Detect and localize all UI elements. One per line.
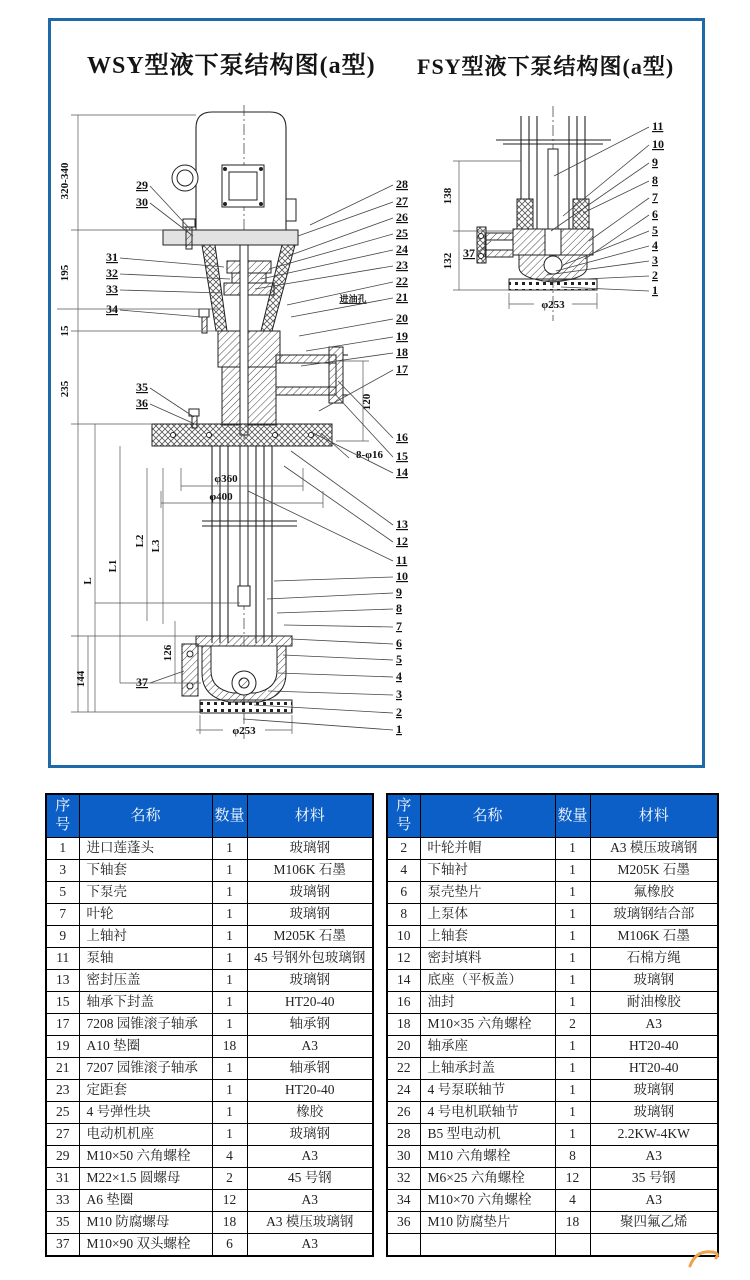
fsy-drawing (442, 106, 664, 321)
table-cell: 1 (555, 904, 590, 926)
table-row (46, 1036, 373, 1058)
table-cell: 泵壳垫片 (420, 882, 555, 904)
callout-18: 18 (396, 345, 408, 359)
fsy-callout-2: 2 (652, 268, 658, 282)
callout-16: 16 (396, 430, 408, 444)
table-cell: A3 (590, 1146, 718, 1168)
table-row (387, 1212, 718, 1234)
callout-33: 33 (106, 282, 118, 296)
dim-L2: L2 (134, 534, 146, 548)
table-cell: 13 (46, 970, 79, 992)
stray-mark (686, 1242, 726, 1276)
fsy-callout-8: 8 (652, 173, 658, 187)
table-cell: 17 (46, 1014, 79, 1036)
table-cell: 10 (387, 926, 420, 948)
table-cell: 上轴套 (420, 926, 555, 948)
table-cell: M106K 石墨 (247, 860, 373, 882)
callout-7: 7 (396, 619, 402, 633)
table-cell: A10 垫圈 (79, 1036, 212, 1058)
table-cell: 36 (387, 1212, 420, 1234)
callout-21: 21 (396, 290, 408, 304)
callout-6: 6 (396, 636, 402, 650)
table-cell: 下轴套 (79, 860, 212, 882)
dim-8-phi16: 8-φ16 (356, 449, 384, 461)
table-cell: M10 防腐垫片 (420, 1212, 555, 1234)
table-cell: 9 (46, 926, 79, 948)
oil-hole-note: 进油孔 (339, 294, 367, 304)
table-row (387, 1036, 718, 1058)
table-row (46, 948, 373, 970)
table-cell: 玻璃钢 (247, 882, 373, 904)
table-row (387, 1058, 718, 1080)
table-cell: 4 号电机联轴节 (420, 1102, 555, 1124)
table-cell: 橡胶 (247, 1102, 373, 1124)
table-cell: 1 (212, 904, 247, 926)
table-cell: 下泵壳 (79, 882, 212, 904)
table-cell: 玻璃钢 (247, 904, 373, 926)
table-cell: 定距套 (79, 1080, 212, 1102)
table-cell: 进口莲蓬头 (79, 838, 212, 860)
callout-5: 5 (396, 652, 402, 666)
callout-34: 34 (106, 302, 118, 316)
table-cell: A6 垫圈 (79, 1190, 212, 1212)
table-cell: 7 (46, 904, 79, 926)
table-header-row (46, 794, 373, 838)
table-cell: B5 型电动机 (420, 1124, 555, 1146)
table-row (46, 1146, 373, 1168)
callout-35: 35 (136, 380, 148, 394)
table-cell: 4 号泵联轴节 (420, 1080, 555, 1102)
table-cell: M10×90 双头螺栓 (79, 1234, 212, 1257)
table-cell: 石棉方绳 (590, 948, 718, 970)
table-cell: 19 (46, 1036, 79, 1058)
table-cell: 1 (212, 1124, 247, 1146)
table-cell: M10×35 六角螺栓 (420, 1014, 555, 1036)
table-cell: A3 (590, 1014, 718, 1036)
table-cell: A3 (590, 1190, 718, 1212)
table-cell: 下轴衬 (420, 860, 555, 882)
table-cell (555, 1234, 590, 1257)
table-cell: 1 (555, 838, 590, 860)
table-cell: 1 (212, 1058, 247, 1080)
table-cell: 31 (46, 1168, 79, 1190)
table-cell: 油封 (420, 992, 555, 1014)
table-cell: 叶轮并帽 (420, 838, 555, 860)
table-cell: 35 号钢 (590, 1168, 718, 1190)
table-cell: HT20-40 (590, 1058, 718, 1080)
callout-27: 27 (396, 194, 408, 208)
table-row (46, 1080, 373, 1102)
table-cell: 上轴衬 (79, 926, 212, 948)
callout-31: 31 (106, 250, 118, 264)
table-row (46, 992, 373, 1014)
callout-2: 2 (396, 705, 402, 719)
callout-37: 37 (136, 675, 148, 689)
table-row (46, 1014, 373, 1036)
table-row (46, 1058, 373, 1080)
table-row (46, 926, 373, 948)
table-cell: 4 (387, 860, 420, 882)
table-cell: 玻璃钢 (590, 1102, 718, 1124)
col-header-name: 名称 (420, 794, 555, 838)
table-cell: 1 (212, 1080, 247, 1102)
callout-36: 36 (136, 396, 148, 410)
table-row (387, 1014, 718, 1036)
table-row (46, 904, 373, 926)
wsy-drawing (57, 105, 408, 739)
table-cell (420, 1234, 555, 1257)
table-cell: 5 (46, 882, 79, 904)
table-row (387, 1168, 718, 1190)
table-row (387, 1234, 718, 1257)
fsy-callout-9: 9 (652, 155, 658, 169)
callout-14: 14 (396, 465, 408, 479)
table-cell: 2 (212, 1168, 247, 1190)
wsy-discharge-flange (276, 347, 348, 403)
table-row (46, 1102, 373, 1124)
table-cell: 1 (555, 1124, 590, 1146)
table-row (387, 1080, 718, 1102)
table-cell: A3 (247, 1234, 373, 1257)
table-cell: 1 (212, 1102, 247, 1124)
fsy-callout-4: 4 (652, 238, 658, 252)
dim-126: 126 (162, 644, 174, 662)
table-cell: A3 模压玻璃钢 (247, 1212, 373, 1234)
callout-13: 13 (396, 517, 408, 531)
table-cell: 1 (212, 838, 247, 860)
table-row (387, 1146, 718, 1168)
callout-28: 28 (396, 177, 408, 191)
parts-table-left (45, 793, 374, 1257)
callout-10: 10 (396, 569, 408, 583)
table-cell: 玻璃钢结合部 (590, 904, 718, 926)
col-header-seq: 序号 (46, 794, 79, 838)
fsy-title: FSY型液下泵结构图(a型) (417, 54, 675, 79)
table-row (387, 948, 718, 970)
table-cell: 6 (212, 1234, 247, 1257)
table-cell: 耐油橡胶 (590, 992, 718, 1014)
callout-9: 9 (396, 585, 402, 599)
table-header-row (387, 794, 718, 838)
table-cell: 23 (46, 1080, 79, 1102)
fsy-callout-7: 7 (652, 190, 658, 204)
table-cell: 1 (212, 1014, 247, 1036)
dim-144: 144 (75, 670, 87, 688)
table-cell: 玻璃钢 (590, 1080, 718, 1102)
wsy-title: WSY型液下泵结构图(a型) (87, 53, 376, 79)
table-cell: A3 (247, 1190, 373, 1212)
table-cell: M10 六角螺栓 (420, 1146, 555, 1168)
dim-235: 235 (59, 380, 71, 398)
parts-table-right (386, 793, 719, 1257)
table-cell: 电动机机座 (79, 1124, 212, 1146)
table-cell: 11 (46, 948, 79, 970)
table-row (387, 860, 718, 882)
table-cell: 1 (555, 970, 590, 992)
table-row (46, 1190, 373, 1212)
callout-26: 26 (396, 210, 408, 224)
table-cell: 34 (387, 1190, 420, 1212)
table-cell: 12 (387, 948, 420, 970)
col-header-name: 名称 (79, 794, 212, 838)
table-cell: 1 (212, 860, 247, 882)
table-cell: M22×1.5 圆螺母 (79, 1168, 212, 1190)
callout-23: 23 (396, 258, 408, 272)
table-cell: 1 (212, 926, 247, 948)
table-cell: 25 (46, 1102, 79, 1124)
callout-3: 3 (396, 687, 402, 701)
table-cell: 4 (555, 1190, 590, 1212)
table-cell: 上泵体 (420, 904, 555, 926)
table-cell: 1 (46, 838, 79, 860)
dim-phi400: φ400 (209, 491, 233, 503)
fsy-callout-37: 37 (463, 246, 475, 260)
table-cell: 14 (387, 970, 420, 992)
table-cell: 37 (46, 1234, 79, 1257)
table-cell: M10 防腐螺母 (79, 1212, 212, 1234)
table-row (387, 992, 718, 1014)
table-row (46, 1212, 373, 1234)
table-cell: 24 (387, 1080, 420, 1102)
dim-L3: L3 (150, 539, 162, 553)
table-cell: 1 (555, 860, 590, 882)
table-cell: 30 (387, 1146, 420, 1168)
table-row (387, 904, 718, 926)
table-cell: 2.2KW-4KW (590, 1124, 718, 1146)
fsy-callout-5: 5 (652, 223, 658, 237)
table-cell: 1 (555, 948, 590, 970)
table-cell: 密封填料 (420, 948, 555, 970)
table-row (46, 882, 373, 904)
table-row (46, 1234, 373, 1257)
table-row (46, 860, 373, 882)
table-row (387, 882, 718, 904)
table-row (387, 838, 718, 860)
table-cell: 16 (387, 992, 420, 1014)
dim-195: 195 (59, 264, 71, 282)
table-cell: HT20-40 (247, 1080, 373, 1102)
table-cell: 4 (212, 1146, 247, 1168)
table-cell: 1 (555, 882, 590, 904)
col-header-qty: 数量 (555, 794, 590, 838)
table-cell: 15 (46, 992, 79, 1014)
table-cell: 35 (46, 1212, 79, 1234)
table-row (46, 1168, 373, 1190)
dim-phi253-wsy: φ253 (232, 725, 256, 737)
table-cell: 32 (387, 1168, 420, 1190)
dim-L1: L1 (107, 559, 119, 573)
callout-1: 1 (396, 722, 402, 736)
table-cell: 1 (212, 992, 247, 1014)
drawing-panel (48, 18, 705, 768)
table-row (387, 1190, 718, 1212)
dim-phi360: φ360 (214, 473, 238, 485)
table-cell: A3 (247, 1146, 373, 1168)
callout-29: 29 (136, 178, 148, 192)
table-cell: M205K 石墨 (247, 926, 373, 948)
table-cell: 6 (387, 882, 420, 904)
table-cell: 叶轮 (79, 904, 212, 926)
table-cell: 1 (555, 1036, 590, 1058)
table-cell: 7208 园锥滚子轴承 (79, 1014, 212, 1036)
dim-120: 120 (361, 393, 373, 411)
table-cell: 8 (555, 1146, 590, 1168)
table-row (46, 1124, 373, 1146)
table-row (387, 1102, 718, 1124)
table-cell: 20 (387, 1036, 420, 1058)
dim-15: 15 (59, 325, 71, 337)
fsy-callout-3: 3 (652, 253, 658, 267)
table-cell: 轴承下封盖 (79, 992, 212, 1014)
table-cell (387, 1234, 420, 1257)
table-row (387, 1124, 718, 1146)
table-cell: M10×50 六角螺栓 (79, 1146, 212, 1168)
dim-132: 132 (442, 252, 454, 270)
wsy-motor (172, 112, 296, 230)
table-cell: 29 (46, 1146, 79, 1168)
table-cell: HT20-40 (590, 1036, 718, 1058)
wsy-pump-casing (182, 636, 292, 713)
table-cell: 45 号钢 (247, 1168, 373, 1190)
dim-L: L (82, 577, 94, 585)
table-cell: 12 (212, 1190, 247, 1212)
table-cell: 1 (555, 992, 590, 1014)
table-cell: 1 (212, 948, 247, 970)
parts-tables (45, 793, 719, 1257)
table-cell: 玻璃钢 (247, 838, 373, 860)
dim-phi253-fsy: φ253 (541, 299, 565, 311)
table-cell: 3 (46, 860, 79, 882)
table-cell: 聚四氟乙烯 (590, 1212, 718, 1234)
table-cell: M10×70 六角螺栓 (420, 1190, 555, 1212)
table-cell: 27 (46, 1124, 79, 1146)
table-cell: 7207 园锥滚子轴承 (79, 1058, 212, 1080)
table-cell: 45 号钢外包玻璃钢 (247, 948, 373, 970)
callout-17: 17 (396, 362, 408, 376)
callout-30: 30 (136, 195, 148, 209)
callout-32: 32 (106, 266, 118, 280)
table-cell: 1 (555, 926, 590, 948)
table-cell: 22 (387, 1058, 420, 1080)
table-cell: 玻璃钢 (247, 1124, 373, 1146)
table-cell: 氟橡胶 (590, 882, 718, 904)
fsy-callout-6: 6 (652, 207, 658, 221)
table-cell: 18 (555, 1212, 590, 1234)
callout-11: 11 (396, 553, 408, 567)
pump-section-drawing (51, 21, 702, 765)
table-row (387, 970, 718, 992)
table-cell: 28 (387, 1124, 420, 1146)
table-cell: 18 (212, 1212, 247, 1234)
table-cell: 玻璃钢 (247, 970, 373, 992)
callout-4: 4 (396, 669, 402, 683)
table-cell: M6×25 六角螺栓 (420, 1168, 555, 1190)
callout-12: 12 (396, 534, 408, 548)
table-cell: 26 (387, 1102, 420, 1124)
table-row (46, 838, 373, 860)
callout-24: 24 (396, 242, 408, 256)
table-cell: M205K 石墨 (590, 860, 718, 882)
table-cell: 密封压盖 (79, 970, 212, 992)
table-cell: 1 (212, 882, 247, 904)
callout-19: 19 (396, 329, 408, 343)
table-cell: 上轴承封盖 (420, 1058, 555, 1080)
col-header-material: 材料 (247, 794, 373, 838)
col-header-seq: 序号 (387, 794, 420, 838)
col-header-qty: 数量 (212, 794, 247, 838)
fsy-callout-10: 10 (652, 137, 664, 151)
fsy-callout-11: 11 (652, 119, 664, 133)
table-cell: 轴承座 (420, 1036, 555, 1058)
table-cell: 8 (387, 904, 420, 926)
callout-15: 15 (396, 449, 408, 463)
table-cell: 21 (46, 1058, 79, 1080)
table-cell: 轴承钢 (247, 1014, 373, 1036)
table-cell: 轴承钢 (247, 1058, 373, 1080)
table-cell: 1 (555, 1102, 590, 1124)
table-cell: 12 (555, 1168, 590, 1190)
table-cell: A3 模压玻璃钢 (590, 838, 718, 860)
table-cell: 18 (387, 1014, 420, 1036)
callout-25: 25 (396, 226, 408, 240)
dim-320-340: 320-340 (59, 162, 71, 200)
callout-8: 8 (396, 601, 402, 615)
table-cell: 2 (555, 1014, 590, 1036)
table-cell: 4 号弹性块 (79, 1102, 212, 1124)
table-cell: 1 (555, 1080, 590, 1102)
table-cell: 玻璃钢 (590, 970, 718, 992)
fsy-callout-1: 1 (652, 283, 658, 297)
table-row (387, 926, 718, 948)
callout-20: 20 (396, 311, 408, 325)
table-cell: 泵轴 (79, 948, 212, 970)
dim-138: 138 (442, 187, 454, 205)
table-cell: 底座（平板盖） (420, 970, 555, 992)
table-cell: A3 (247, 1036, 373, 1058)
table-cell: 33 (46, 1190, 79, 1212)
table-cell: HT20-40 (247, 992, 373, 1014)
table-cell: M106K 石墨 (590, 926, 718, 948)
table-cell: 18 (212, 1036, 247, 1058)
table-row (46, 970, 373, 992)
table-cell: 1 (212, 970, 247, 992)
table-cell: 1 (555, 1058, 590, 1080)
callout-22: 22 (396, 274, 408, 288)
col-header-material: 材料 (590, 794, 718, 838)
table-cell: 2 (387, 838, 420, 860)
